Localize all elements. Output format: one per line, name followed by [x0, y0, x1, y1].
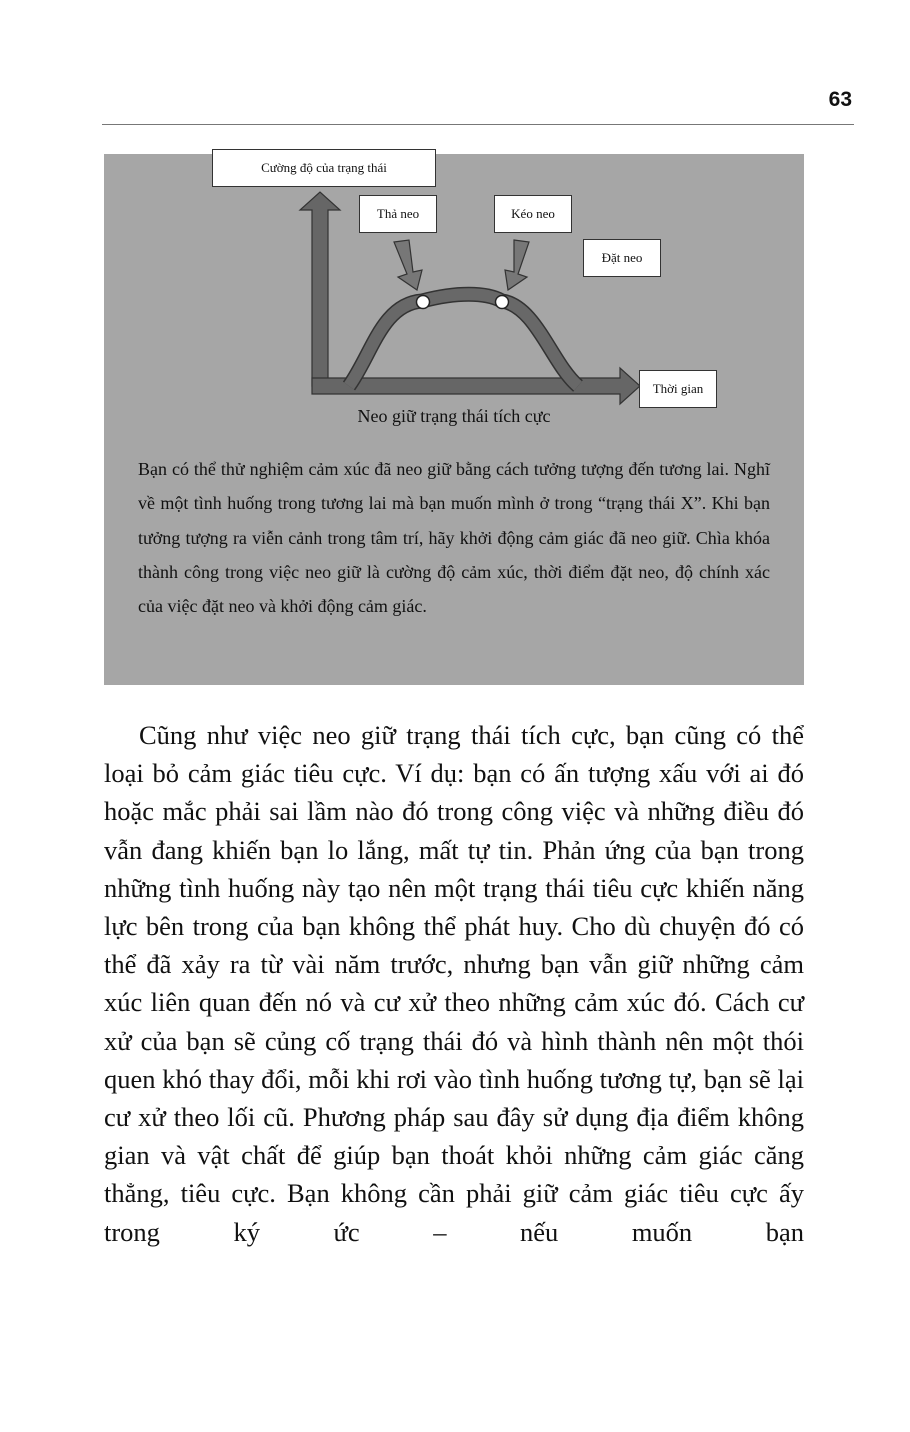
set-label: Đặt neo — [583, 239, 661, 277]
anchor-diagram-box — [104, 154, 804, 685]
body-paragraph: Cũng như việc neo giữ trạng thái tích cực, bạn cũng có thể loại bỏ cảm giác tiêu cực. Ví dụ: bạn có ấn tượng xấu với ai đó hoặc mắc phải sai lầm nào đó trong công việc và những điều đó vẫn đang khiến bạn lo lắng, mất tự tin. Phản ứng của bạn trong những tình huống này tạo nên một trạng thái tiêu cực khiến năng lực bên trong của bạn không thể phát huy. Cho dù chuyện đó có thể đã xảy ra từ vài năm trước, nhưng bạn vẫn giữ những cảm xúc liên quan đến nó và cư xử theo những cảm xúc đó. Cách cư xử của bạn sẽ củng cố trạng thái đó và hình thành nên một thói quen khó thay đổi, mỗi khi rơi vào tình huống tương tự, bạn sẽ lại cư xử theo lối cũ. Phương pháp sau đây sử dụng địa điểm không gian và vật chất để giúp bạn thoát khỏi những cảm giác căng thẳng, tiêu cực. Bạn không cần phải giữ cảm giác tiêu cực ấy trong ký ức – nếu muốn bạn — [104, 720, 804, 1247]
x-axis-label: Thời gian — [639, 370, 717, 408]
figure-caption: Neo giữ trạng thái tích cực — [357, 406, 551, 426]
y-axis-label: Cường độ của trạng thái — [212, 149, 436, 187]
pull-label: Kéo neo — [494, 195, 572, 233]
body-text — [104, 716, 804, 1251]
release-label: Thả neo — [359, 195, 437, 233]
pull-marker — [496, 296, 509, 309]
pull-down-arrow — [505, 240, 529, 290]
release-marker — [417, 296, 430, 309]
header-rule — [102, 124, 854, 125]
release-down-arrow — [394, 240, 422, 290]
figure-paragraph: Bạn có thể thử nghiệm cảm xúc đã neo giữ bằng cách tưởng tượng đến tương lai. Nghĩ về một tình huống trong tương lai mà bạn muốn mình ở trong “trạng thái X”. Khi bạn tưởng tượng ra viễn cảnh trong tâm trí, hãy khởi động cảm giác đã neo giữ. Chìa khóa thành công trong việc neo giữ là cường độ cảm xúc, thời điểm đặt neo, độ chính xác của việc đặt neo và khởi động cảm giác. — [138, 459, 770, 617]
y-axis-arrow — [300, 192, 340, 386]
page-number: 63 — [828, 88, 852, 111]
